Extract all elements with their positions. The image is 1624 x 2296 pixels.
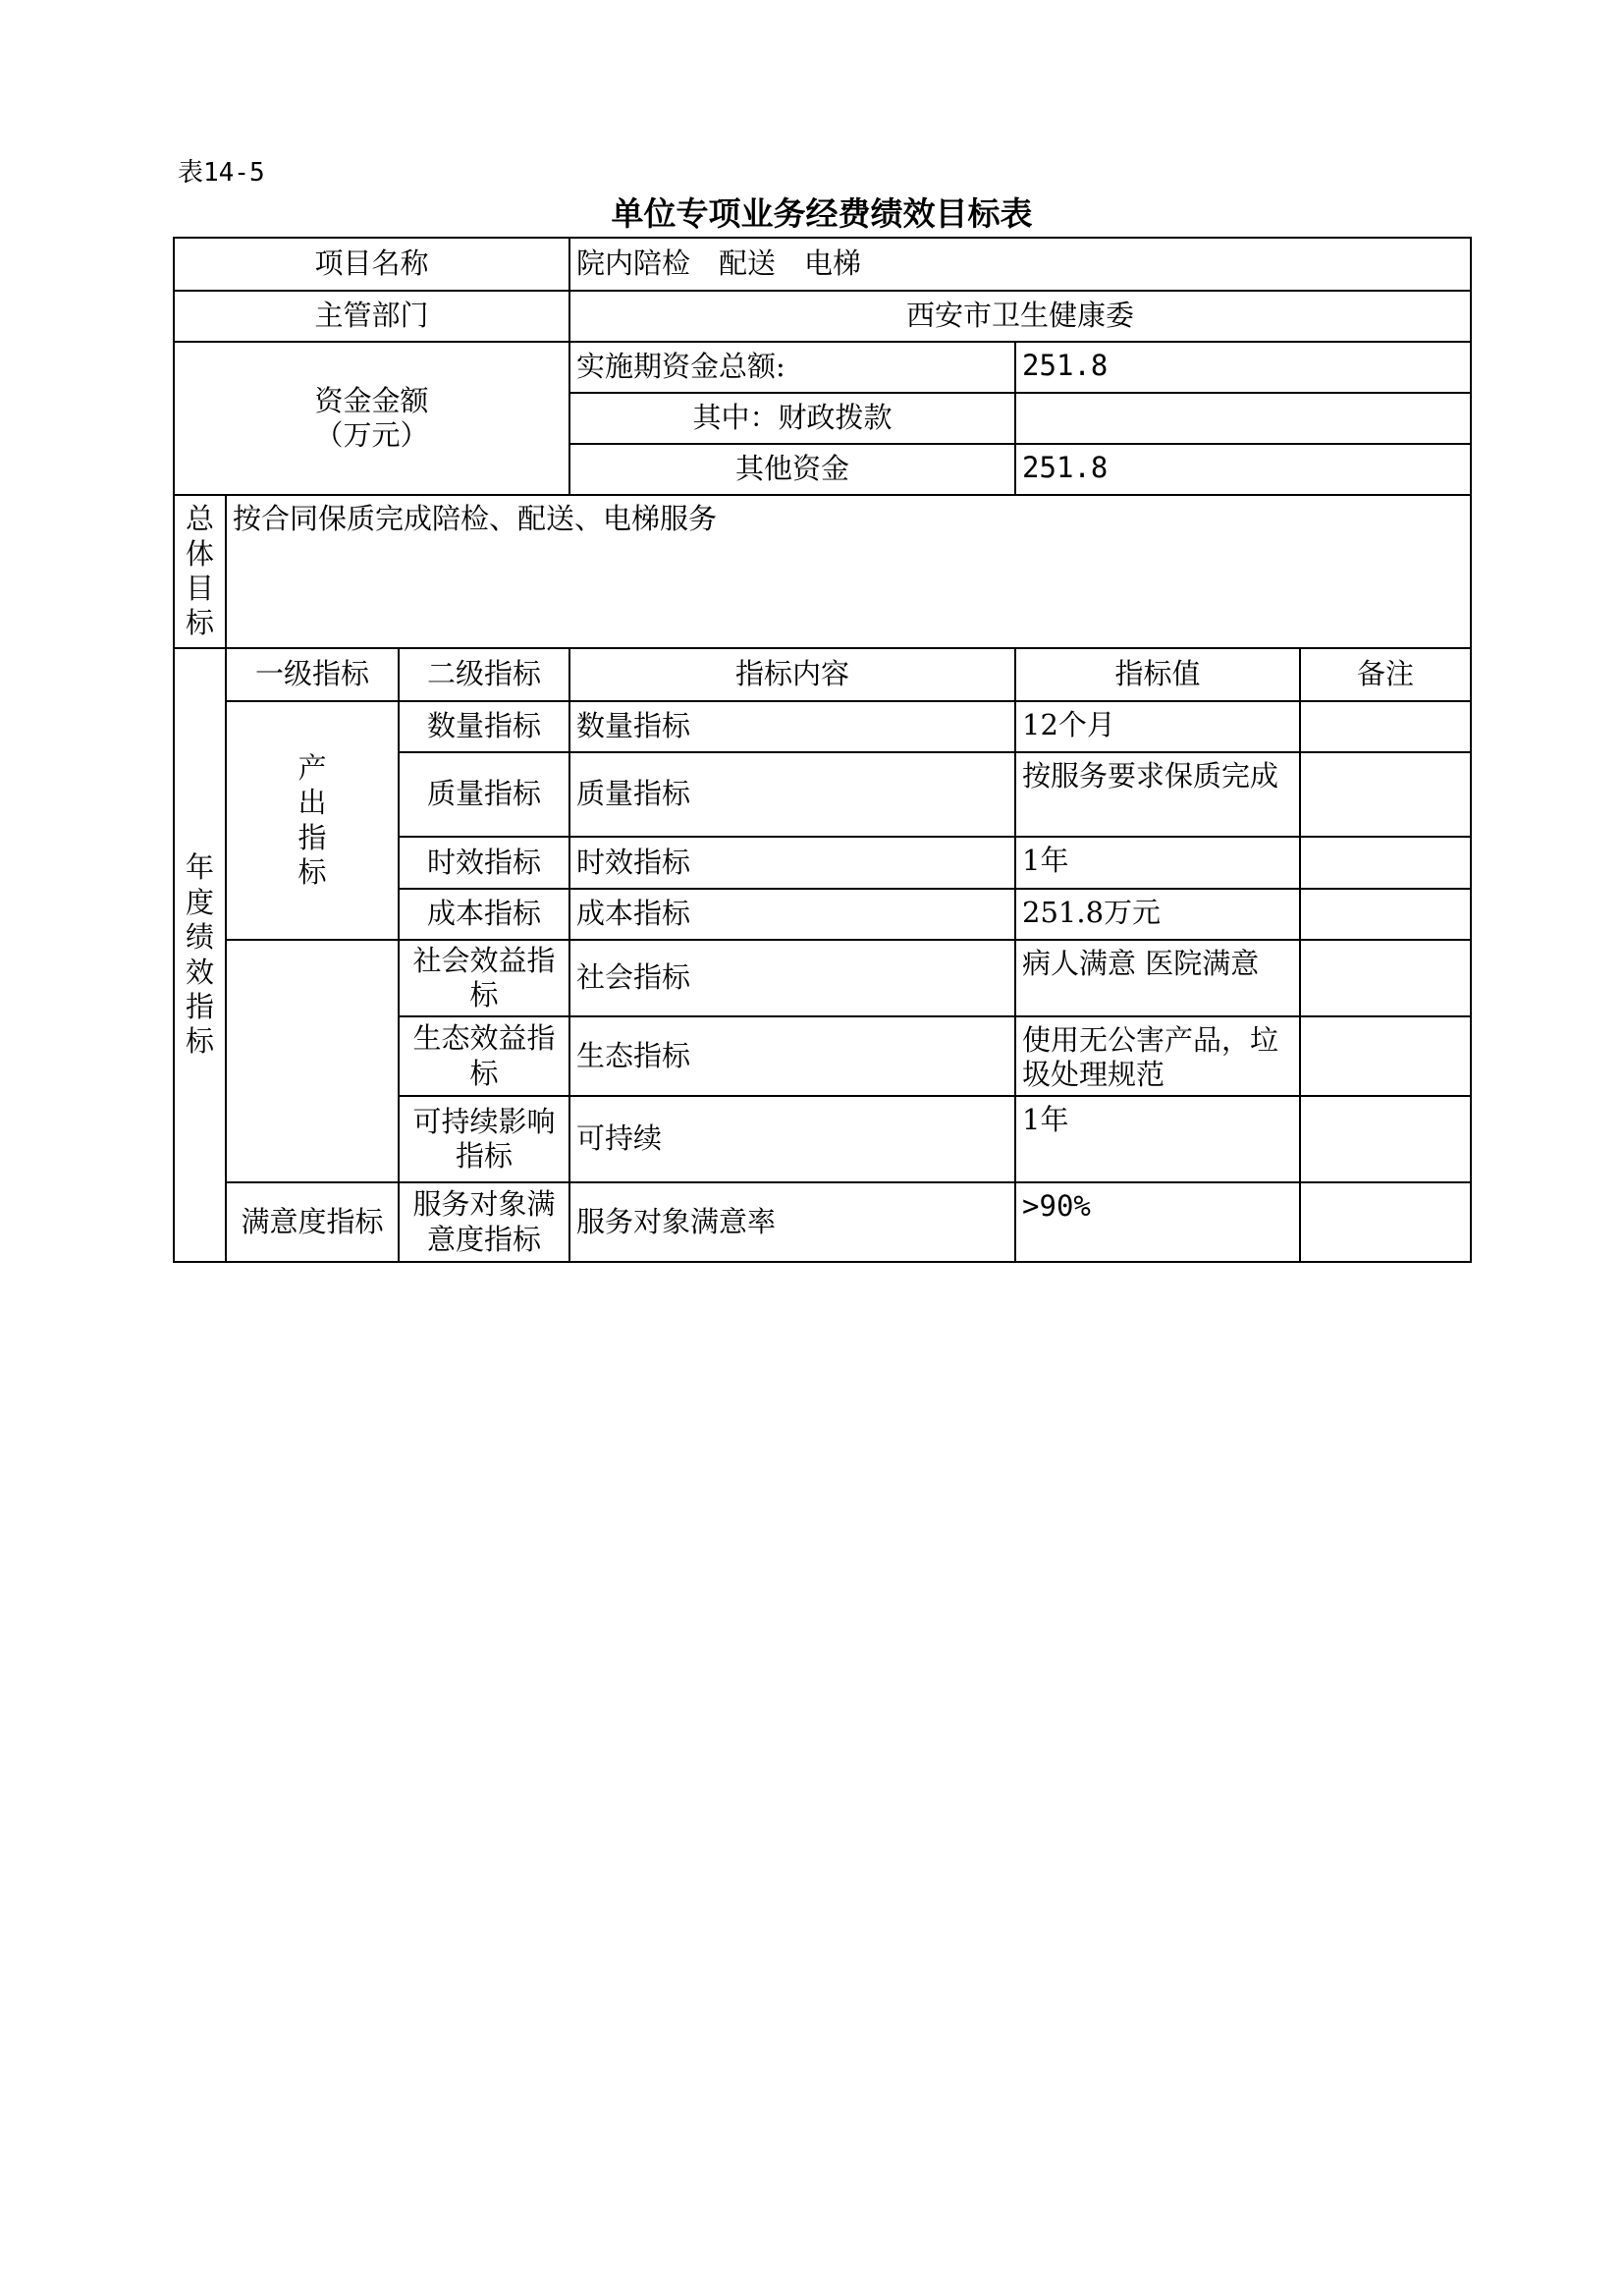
output-indicators-label-char: 指 — [298, 820, 327, 854]
indicator-row — [174, 701, 1471, 752]
overall-goal-row — [174, 495, 1471, 648]
overall-goal-label — [174, 495, 226, 648]
annual-indicators-label-char: 指 — [185, 989, 214, 1023]
output-indicators-label — [226, 701, 399, 940]
indicator-value: 1年 — [1015, 837, 1300, 889]
project-name-label: 项目名称 — [174, 238, 569, 291]
funding-total-value: 251.8 — [1015, 342, 1471, 393]
indicator-note — [1300, 701, 1471, 752]
indicator-header-row — [174, 648, 1471, 701]
annual-indicators-label-char: 度 — [185, 885, 214, 919]
indicator-value: 12个月 — [1015, 701, 1300, 752]
indicator-content: 数量指标 — [569, 701, 1015, 752]
header-value: 指标值 — [1015, 648, 1300, 701]
annual-indicators-label-char: 标 — [185, 1024, 214, 1059]
department-label: 主管部门 — [174, 291, 569, 342]
overall-goal-label-char: 体 — [185, 536, 214, 571]
overall-goal-label-char: 总 — [185, 502, 214, 536]
funding-fiscal-value — [1015, 393, 1471, 444]
indicator-content: 服务对象满意率 — [569, 1182, 1015, 1262]
indicator-value: 病人满意 医院满意 — [1015, 940, 1300, 1016]
funding-label-line2: （万元） — [314, 418, 429, 452]
project-name-row — [174, 238, 1471, 291]
annual-indicators-label-char: 年 — [185, 850, 214, 885]
indicator-content: 质量指标 — [569, 752, 1015, 837]
overall-goal-label-char: 标 — [185, 606, 214, 640]
indicator-note — [1300, 1096, 1471, 1182]
funding-label-line1: 资金金额 — [314, 383, 429, 417]
project-name-value: 院内陪检 配送 电梯 — [569, 238, 1471, 291]
indicator-content: 可持续 — [569, 1096, 1015, 1182]
funding-fiscal-label: 其中：财政拨款 — [569, 393, 1015, 444]
department-row — [174, 291, 1471, 342]
header-content: 指标内容 — [569, 648, 1015, 701]
funding-total-label: 实施期资金总额: — [569, 342, 1015, 393]
satisfaction-indicators-label: 满意度指标 — [226, 1182, 399, 1262]
output-indicators-label-char: 标 — [298, 854, 327, 889]
output-indicators-label-char: 产 — [298, 750, 327, 785]
indicator-level2: 服务对象满意度指标 — [399, 1182, 569, 1262]
funding-label — [174, 342, 569, 495]
indicator-level2: 成本指标 — [399, 889, 569, 940]
annual-indicators-label-char: 绩 — [185, 920, 214, 955]
indicator-row — [174, 1182, 1471, 1262]
indicator-note — [1300, 837, 1471, 889]
indicator-note — [1300, 889, 1471, 940]
overall-goal-text: 按合同保质完成陪检、配送、电梯服务 — [226, 495, 1471, 648]
indicator-value: 使用无公害产品，垃圾处理规范 — [1015, 1016, 1300, 1096]
header-level1: 一级指标 — [226, 648, 399, 701]
indicator-level2: 生态效益指标 — [399, 1016, 569, 1096]
header-level2: 二级指标 — [399, 648, 569, 701]
indicator-value: 251.8万元 — [1015, 889, 1300, 940]
indicator-content: 社会指标 — [569, 940, 1015, 1016]
indicator-value: >90% — [1015, 1182, 1300, 1262]
overall-goal-label-char: 目 — [185, 572, 214, 605]
funding-other-value: 251.8 — [1015, 444, 1471, 495]
indicator-note — [1300, 752, 1471, 837]
indicator-level2: 数量指标 — [399, 701, 569, 752]
funding-other-label: 其他资金 — [569, 444, 1015, 495]
indicator-level2: 可持续影响指标 — [399, 1096, 569, 1182]
page-title: 单位专项业务经费绩效目标表 — [611, 194, 1033, 233]
indicator-value: 按服务要求保质完成 — [1015, 752, 1300, 837]
effect-indicators-label — [226, 940, 399, 1182]
funding-total-row — [174, 342, 1471, 393]
indicator-content: 时效指标 — [569, 837, 1015, 889]
indicator-note — [1300, 940, 1471, 1016]
performance-target-table — [173, 237, 1472, 1263]
annual-indicators-label-char: 效 — [185, 955, 214, 989]
output-indicators-label-char: 出 — [298, 786, 327, 820]
header-note: 备注 — [1300, 648, 1471, 701]
annual-indicators-label — [174, 648, 226, 1262]
department-value: 西安市卫生健康委 — [569, 291, 1471, 342]
table-number: 表14-5 — [178, 158, 265, 188]
indicator-content: 成本指标 — [569, 889, 1015, 940]
indicator-level2: 质量指标 — [399, 752, 569, 837]
indicator-level2: 时效指标 — [399, 837, 569, 889]
indicator-level2: 社会效益指标 — [399, 940, 569, 1016]
indicator-content: 生态指标 — [569, 1016, 1015, 1096]
indicator-note — [1300, 1182, 1471, 1262]
indicator-value: 1年 — [1015, 1096, 1300, 1182]
indicator-row — [174, 940, 1471, 1016]
indicator-note — [1300, 1016, 1471, 1096]
